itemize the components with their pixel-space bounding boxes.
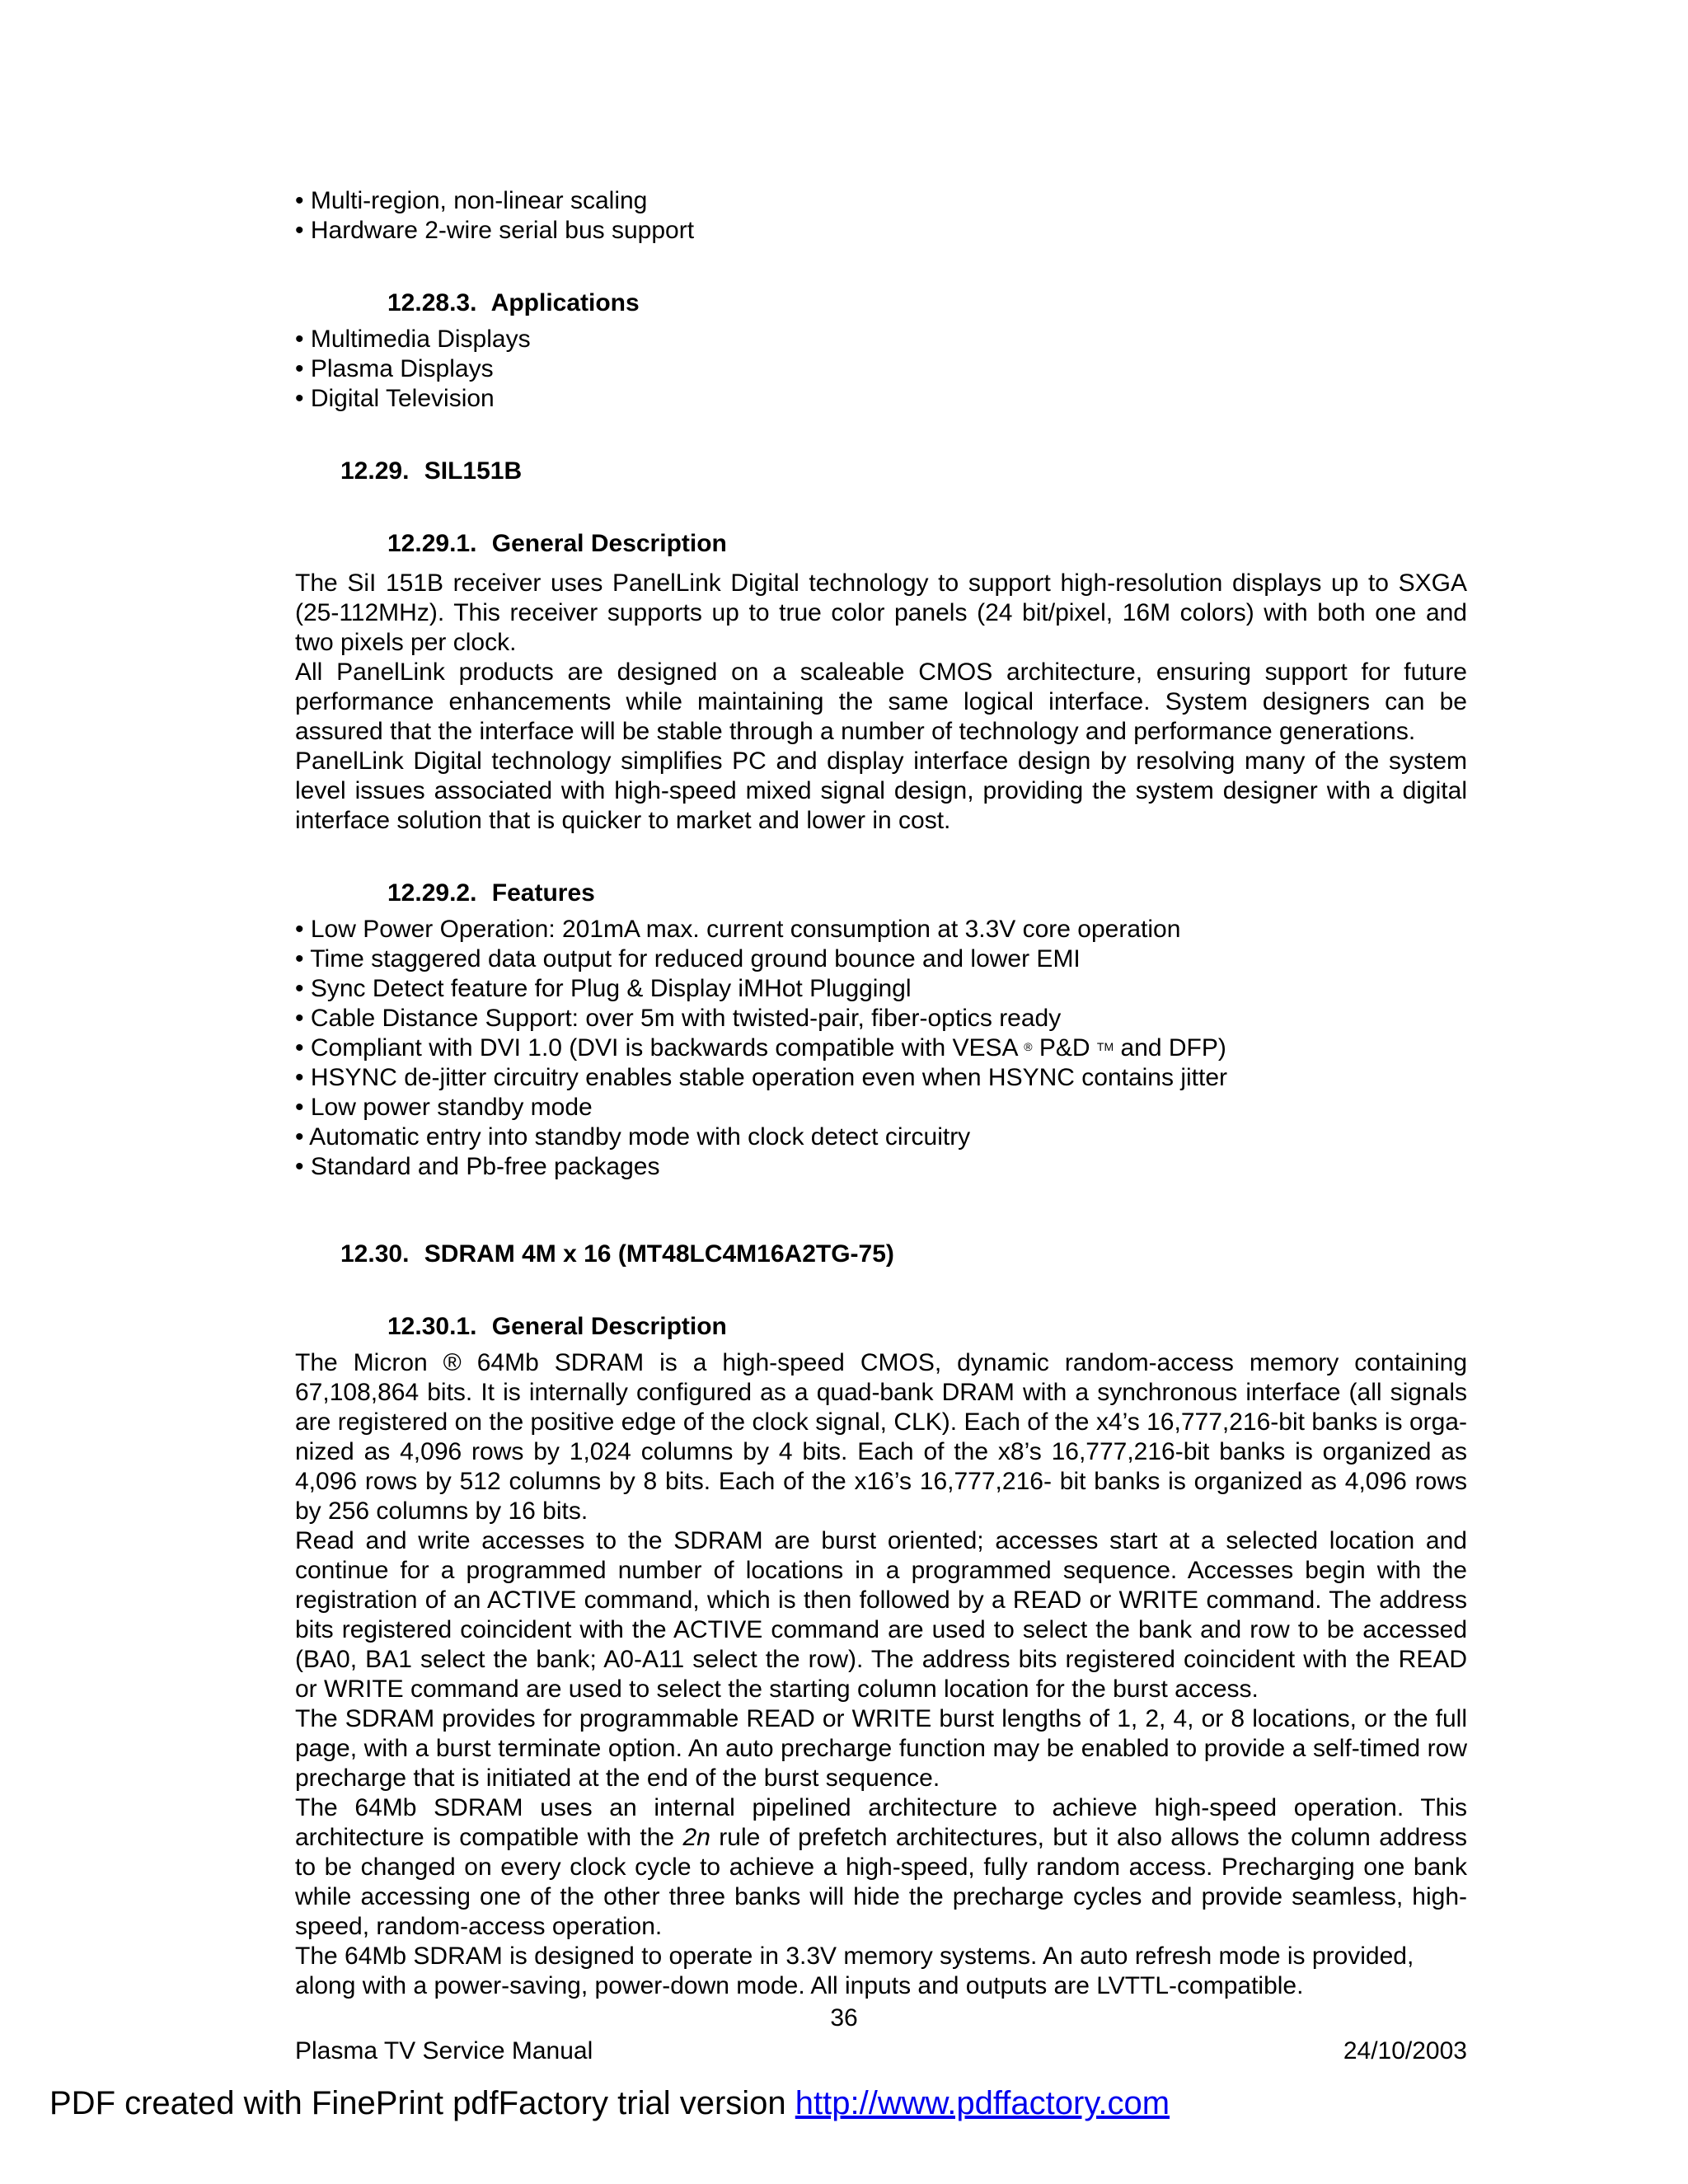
- list-item: • Standard and Pb-free packages: [295, 1153, 660, 1180]
- list-item: [295, 1033, 1467, 1063]
- paragraph: The SiI 151B receiver uses PanelLink Digital technology to support high-resolution displays up to SXGA (25-112MHz). This receiver supports up to true color panels (24 bit/pixel, 16M colors) with both one and two pixels per clock.: [295, 569, 1467, 656]
- pdf-watermark: [49, 2085, 1170, 2122]
- section-title: Features: [491, 879, 595, 907]
- section-number: 12.28.3.: [387, 289, 477, 316]
- trademark-mark: TM: [1096, 1040, 1114, 1053]
- list-item: • Time staggered data output for reduced ground bounce and lower EMI: [295, 945, 1081, 972]
- section-number: 12.30.: [340, 1240, 410, 1268]
- list-item: • Plasma Displays: [295, 355, 494, 382]
- dvi-text-part: • Compliant with DVI 1.0 (DVI is backwards compatible with VESA: [295, 1034, 1017, 1062]
- section-title: General Description: [491, 1313, 727, 1340]
- list-item: • Digital Television: [295, 385, 495, 412]
- list-item: • Low power standby mode: [295, 1094, 593, 1121]
- section-title: SDRAM 4M x 16 (MT48LC4M16A2TG-75): [424, 1240, 894, 1268]
- italic-term: 2n: [682, 1824, 710, 1851]
- list-item: • Multi-region, non-linear scaling: [295, 187, 648, 214]
- section-title: SIL151B: [424, 457, 523, 485]
- section-title: General Description: [491, 530, 727, 557]
- footer-title: Plasma TV Service Manual: [295, 2037, 593, 2064]
- section-number: 12.29.1.: [387, 530, 477, 557]
- section-heading-sil151b-general: [295, 529, 1467, 559]
- paragraph: PanelLink Digital technology simplifies PC and display interface design by resolving many of the system level issues associated with high-speed mixed signal design, providing the system designer with a digital interface solution that is quicker to market and lower in cost.: [295, 748, 1467, 834]
- paragraph: The SDRAM provides for programmable READ or WRITE burst lengths of 1, 2, 4, or 8 locations, or the full page, with a burst terminate option. An auto precharge function may be enabled to provide a self-timed row precharge that is initiated at the end of the burst sequence.: [295, 1705, 1467, 1792]
- watermark-text: PDF created with FinePrint pdfFactory trial version: [49, 2085, 795, 2121]
- top-bullet-list: [295, 186, 1467, 246]
- paragraph: Read and write accesses to the SDRAM are burst oriented; accesses start at a selected location and continue for a programmed number of locations in a programmed sequence. Accesses begin with the registration of an ACTIVE command, which is then followed by a READ or WRITE command. The address bits registered coincident with the ACTIVE command are used to select the bank and row to be accessed (BA0, BA1 select the bank; A0-A11 select the row). The address bits registered coincident with the READ or WRITE command are used to select the starting column location for the burst access.: [295, 1527, 1467, 1703]
- section-heading-sdram: [295, 1240, 1467, 1269]
- list-item: • Automatic entry into standby mode with clock detect circuitry: [295, 1123, 971, 1151]
- list-item: • Hardware 2-wire serial bus support: [295, 217, 695, 244]
- section-heading-applications: [295, 288, 1467, 318]
- section-heading-sil151b-features: [295, 879, 1467, 908]
- section-number: 12.29.2.: [387, 879, 477, 907]
- section-heading-sdram-general: [295, 1312, 1467, 1342]
- paragraph: The 64Mb SDRAM is designed to operate in 3.3V memory systems. An auto refresh mode is provided, along with a power-saving, power-down mode. All inputs and outputs are LVTTL-compatible.: [295, 1943, 1414, 1999]
- list-item: • Sync Detect feature for Plug & Display iMHot Pluggingl: [295, 975, 912, 1002]
- list-item: • Low Power Operation: 201mA max. current consumption at 3.3V core operation: [295, 916, 1181, 943]
- paragraph: The Micron ® 64Mb SDRAM is a high-speed CMOS, dynamic random-access memory containing 67,108,864 bits. It is internally configured as a quad-bank DRAM with a synchronous interface (all signals are registered on the positive edge of the clock signal, CLK). Each of the x4’s 16,777,216-bit banks is orga-nized as 4,096 rows by 1,024 columns by 4 bits. Each of the x8’s 16,777,216-bit banks is organized as 4,096 rows by 512 columns by 8 bits. Each of the x16’s 16,777,216- bit banks is organized as 4,096 rows by 256 columns by 16 bits.: [295, 1349, 1467, 1525]
- list-item: • Cable Distance Support: over 5m with twisted-pair, fiber-optics ready: [295, 1005, 1062, 1032]
- page-number: 36: [830, 2004, 858, 2032]
- paragraph-text: rule of prefetch architectures, but it also allows the column address to be changed on every clock cycle to achieve a high-speed, fully random access. Precharging one bank while accessing one of the other three banks will hide the precharge cycles and provide seamless, high-speed, random-access operation.: [295, 1824, 1467, 1940]
- features-list: [295, 915, 1467, 1182]
- page-footer: [295, 2037, 1467, 2065]
- list-item: • Multimedia Displays: [295, 326, 531, 353]
- pdffactory-link[interactable]: http://www.pdffactory.com: [795, 2085, 1170, 2121]
- applications-list: [295, 325, 1467, 414]
- section-number: 12.30.1.: [387, 1313, 477, 1340]
- list-item: • HSYNC de-jitter circuitry enables stable operation even when HSYNC contains jitter: [295, 1064, 1228, 1091]
- section-number: 12.29.: [340, 457, 410, 485]
- registered-mark: ®: [1024, 1040, 1033, 1053]
- page-content: [295, 186, 1467, 2001]
- paragraph-text: The 64Mb SDRAM uses an internal pipelined architecture to achieve high-speed operation. This architecture is compatible with the: [295, 1794, 1467, 1851]
- footer-date: 24/10/2003: [1343, 2037, 1467, 2064]
- dvi-text-part: P&D: [1039, 1034, 1090, 1062]
- dvi-text-part: and DFP): [1120, 1034, 1226, 1062]
- paragraph: All PanelLink products are designed on a scaleable CMOS architecture, ensuring support for future performance enhancements while maintaining the same logical interface. System designers can be assured that the interface will be stable through a number of technology and performance generations.: [295, 658, 1467, 745]
- section-title: Applications: [490, 289, 640, 316]
- section-heading-sil151b: [295, 457, 1467, 486]
- paragraph: [295, 1793, 1467, 1942]
